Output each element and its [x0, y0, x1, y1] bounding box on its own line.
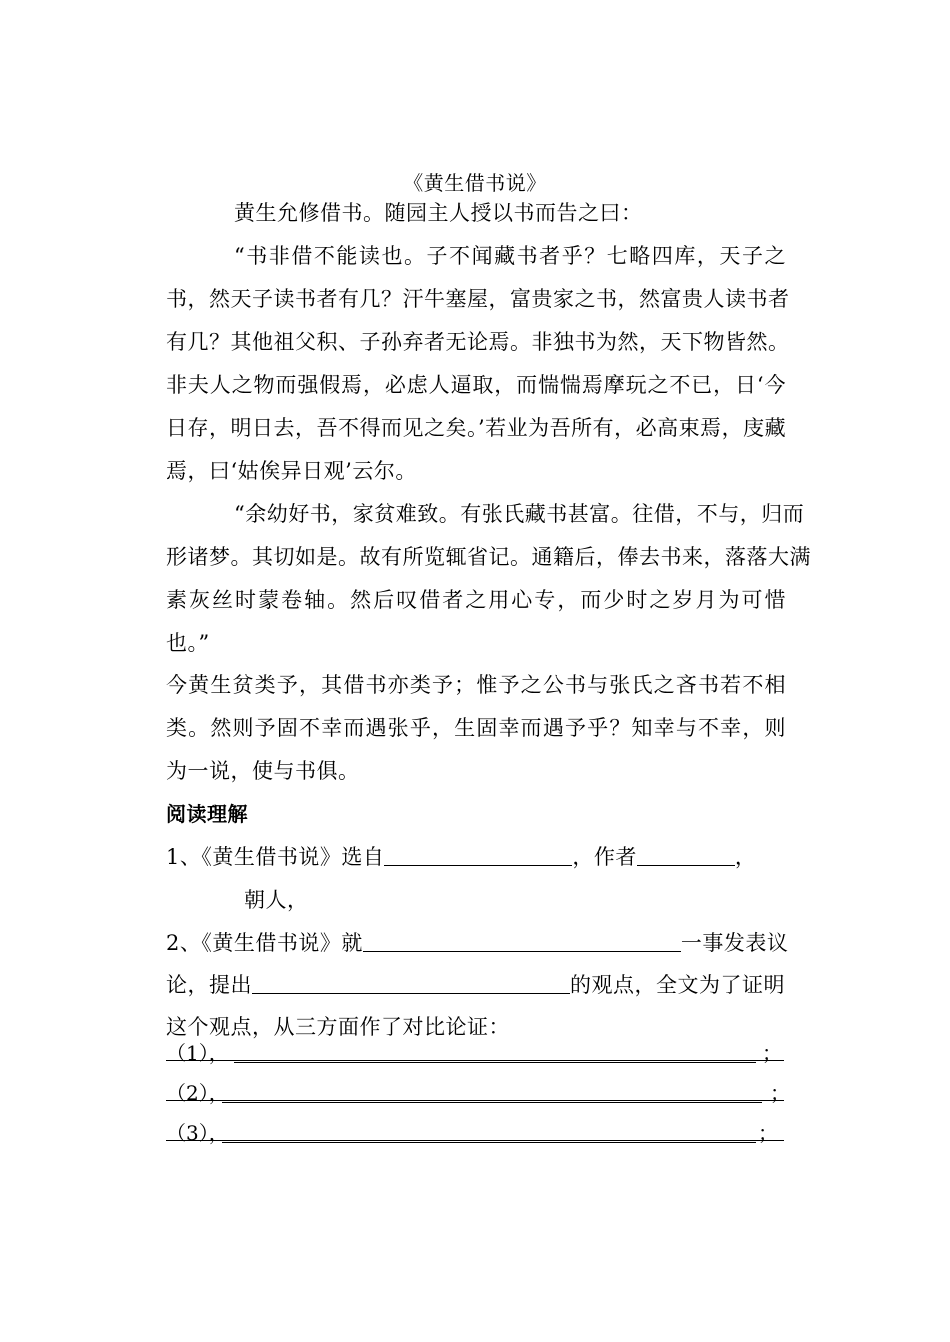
rule-line [166, 1140, 784, 1141]
paragraph-line: “余幼好书，家贫难致。有张氏藏书甚富。往借，不与，归而 [234, 502, 805, 526]
question-text: 2、《黄生借书说》就 [166, 931, 363, 955]
answer-end: ； [770, 1081, 790, 1105]
answer-blank[interactable] [384, 843, 572, 866]
section-heading: 阅读理解 [166, 802, 248, 826]
question-text: 的观点，全文为了证明 [570, 973, 785, 997]
answer-line[interactable] [222, 1142, 756, 1143]
paragraph-line: 焉，曰‘姑俟异日观’云尔。 [166, 459, 417, 483]
paragraph-line: 今黄生贫类予，其借书亦类予；惟予之公书与张氏之吝书若不相 [166, 673, 786, 697]
paragraph-line: 也。” [166, 631, 210, 655]
answer-label: （2）， [166, 1081, 229, 1105]
question-1-cont: 朝人， [244, 888, 309, 912]
paragraph-line: “书非借不能读也。子不闻藏书者乎？七略四库，天子之 [234, 244, 786, 268]
paragraph-line: 黄生允修借书。随园主人授以书而告之曰： [234, 201, 643, 225]
paragraph-line: 类。然则予固不幸而遇张乎，生固幸而遇予乎？知幸与不幸，则 [166, 716, 786, 740]
answer-blank[interactable] [637, 843, 735, 866]
answer-label: （3）， [166, 1121, 229, 1145]
paragraph-line: 书，然天子读书者有几？汗牛塞屋，富贵家之书，然富贵人读书者 [166, 287, 790, 311]
rule-line [166, 1060, 784, 1061]
answer-line[interactable] [234, 1062, 756, 1063]
answer-label: （1）， [166, 1041, 229, 1065]
answer-end: ； [758, 1121, 778, 1145]
question-text: ，作者 [572, 845, 637, 869]
paragraph-line: 形诸梦。其切如是。故有所览辄省记。通籍后，俸去书来，落落大满 [166, 545, 811, 569]
question-2-line3: 这个观点，从三方面作了对比论证： [166, 1015, 510, 1039]
answer-blank[interactable] [363, 929, 681, 952]
question-text: ， [734, 845, 757, 869]
question-1 [166, 842, 786, 872]
answer-blank[interactable] [252, 971, 570, 994]
paragraph-line: 有几？其他祖父积、子孙弃者无论焉。非独书为然，天下物皆然。 [166, 330, 790, 354]
paragraph-line: 为一说，使与书俱。 [166, 759, 360, 783]
answer-end: ； [762, 1041, 782, 1065]
question-text: 1、《黄生借书说》选自 [166, 845, 385, 869]
document-title: 《黄生借书说》 [403, 171, 547, 195]
question-text: 论，提出 [166, 973, 252, 997]
question-text: 一事发表议 [680, 931, 789, 955]
paragraph-line: 素灰丝时蒙卷轴。然后叹借者之用心专，而少时之岁月为可惜 [166, 588, 786, 612]
paragraph-line: 非夫人之物而强假焉，必虑人逼取，而惴惴焉摩玩之不已，日‘今 [166, 373, 786, 397]
question-2-line2 [166, 970, 786, 1000]
question-2 [166, 928, 789, 958]
answer-line[interactable] [222, 1102, 762, 1103]
paragraph-line: 日存，明日去，吾不得而见之矣。’若业为吾所有，必高束焉，庋藏 [166, 416, 787, 440]
rule-line [166, 1100, 784, 1101]
